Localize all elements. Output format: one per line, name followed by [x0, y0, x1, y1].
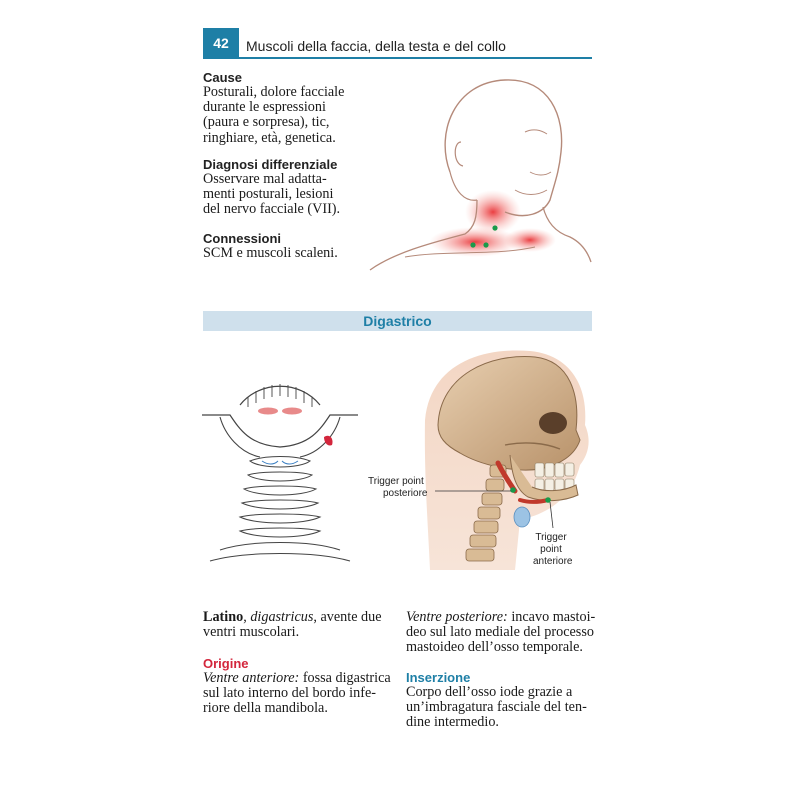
cause-line: durante le espressioni	[203, 99, 326, 116]
header-rule	[203, 57, 592, 59]
page-header-title: Muscoli della faccia, della testa e del collo	[246, 38, 506, 54]
diagnosi-heading: Diagnosi differenziale	[203, 157, 338, 172]
origine-block: Origine Ventre anteriore: fossa digastrica sul lato interno del bordo infe- riore della mandibola.	[203, 656, 398, 717]
cause-line: (paura e sorpresa), tic,	[203, 114, 330, 131]
connessioni-line: SCM e muscoli scaleni.	[203, 245, 338, 261]
latino-label: Latino	[203, 609, 244, 625]
diagnosi-line: menti posturali, lesioni	[203, 186, 334, 203]
page-number: 42	[203, 28, 239, 58]
ventre-posteriore-block: Ventre posteriore: incavo mastoi- deo sul lato mediale del processo mastoideo dell’osso temporale.	[406, 609, 596, 656]
skull-anterior-illustration	[200, 375, 360, 565]
diagnosi-line: Osservare mal adatta-	[203, 171, 327, 187]
latino-block: Latino, digastricus, avente due ventri muscolari.	[203, 609, 382, 641]
latino-term: digastricus	[250, 609, 314, 625]
cause-heading: Cause	[203, 70, 243, 85]
cause-line: ringhiare, età, genetica.	[203, 129, 336, 146]
cause-line: Posturali, dolore facciale	[203, 84, 345, 100]
section-title: Digastrico	[363, 313, 432, 329]
neck-pain-illustration	[365, 72, 595, 277]
origine-heading: Origine	[203, 656, 249, 671]
diagnosi-line: del nervo facciale (VII).	[203, 201, 341, 218]
callout-trigger-posterior: Trigger point posteriore	[368, 476, 428, 499]
section-title-bar	[203, 311, 592, 331]
callout-trigger-anterior: Trigger point anteriore	[533, 532, 573, 567]
inserzione-block: Inserzione Corpo dell’osso iode grazie a un’imbragatura fasciale del ten- dine intermedio.	[406, 670, 596, 731]
inserzione-heading: Inserzione	[406, 670, 471, 685]
connessioni-heading: Connessioni	[203, 231, 282, 246]
